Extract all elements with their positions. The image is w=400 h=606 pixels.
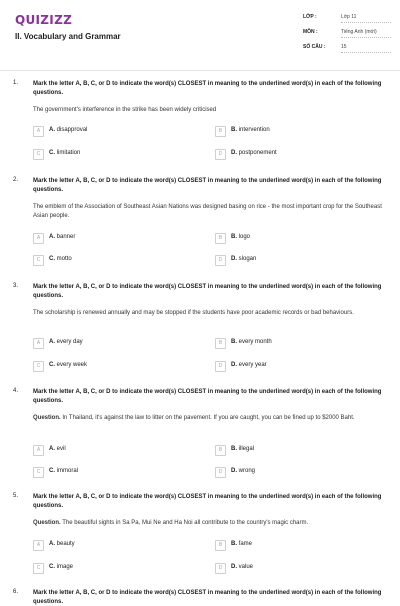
option-box[interactable]: D (215, 563, 226, 574)
worksheet-meta (303, 14, 393, 59)
header-divider (0, 70, 400, 71)
question-number: 4. (13, 388, 19, 394)
option-text: A. beauty (49, 541, 75, 547)
meta-value: Lớp 11 (341, 14, 357, 20)
option-text: A. banner (49, 234, 76, 240)
option-text: D. postponement (231, 150, 277, 156)
question-prefix: Question. (33, 415, 61, 421)
meta-underline (341, 22, 391, 23)
question-instruction: Mark the letter A, B, C, or D to indicate the word(s) CLOSEST in meaning to the underlined word(s) in each of the following questions. (33, 81, 382, 96)
option-text: A. evil (49, 446, 66, 452)
question-sentence: The government's interference in the strike has been widely criticised (33, 107, 217, 113)
question-text (33, 203, 388, 221)
option-box[interactable]: C (33, 361, 44, 372)
option-text: D. value (231, 564, 254, 570)
option-box[interactable]: C (33, 563, 44, 574)
meta-label: MÔN : (303, 29, 318, 35)
option-text: C. motto (49, 256, 72, 262)
question-number: 3. (13, 283, 19, 289)
option-text: C. every week (49, 362, 88, 368)
meta-underline (341, 52, 391, 53)
option-text: D. slogan (231, 256, 257, 262)
option-box[interactable]: D (215, 361, 226, 372)
question-instruction: Mark the letter A, B, C, or D to indicate the word(s) CLOSEST in meaning to the underlined word(s) in each of the following questions. (33, 389, 382, 404)
meta-underline (341, 37, 391, 38)
option-box[interactable]: D (215, 149, 226, 160)
option-text: D. every year (231, 362, 267, 368)
option-box[interactable]: D (215, 255, 226, 266)
option-text: D. wrong (231, 468, 256, 474)
option-box[interactable]: D (215, 467, 226, 478)
option-box[interactable]: B (215, 126, 226, 137)
option-text: B. illegal (231, 446, 255, 452)
option-box[interactable]: B (215, 233, 226, 244)
option-box[interactable]: A (33, 540, 44, 551)
meta-row-count (303, 44, 393, 59)
option-box[interactable]: B (215, 540, 226, 551)
question-number: 5. (13, 493, 19, 499)
option-box[interactable]: B (215, 338, 226, 349)
meta-value: 15 (341, 44, 347, 50)
question-instruction: Mark the letter A, B, C, or D to indicate the word(s) CLOSEST in meaning to the underlined word(s) in each of the following questions. (33, 284, 382, 299)
option-text: A. disapproval (49, 127, 88, 133)
worksheet-header (0, 0, 400, 70)
meta-row-class (303, 14, 393, 29)
option-text: B. logo (231, 234, 251, 240)
option-box[interactable]: C (33, 255, 44, 266)
option-text: C. immoral (49, 468, 79, 474)
meta-label: SỐ CÂU : (303, 44, 326, 50)
question-instruction: Mark the letter A, B, C, or D to indicate the word(s) CLOSEST in meaning to the underlined word(s) in each of the following questions. (33, 494, 382, 509)
question-number: 2. (13, 177, 19, 183)
question-text (33, 519, 388, 528)
meta-value: Tiếng Anh (mới) (341, 29, 377, 35)
question-sentence: The beautiful sights in Sa Pa, Mui Ne and Ha Noi all contribute to the country's magic charm. (62, 520, 309, 526)
question-instruction: Mark the letter A, B, C, or D to indicate the word(s) CLOSEST in meaning to the underlined word(s) in each of the following questions. (33, 590, 382, 605)
option-box[interactable]: C (33, 467, 44, 478)
option-box[interactable]: C (33, 149, 44, 160)
question-prefix: Question. (33, 520, 61, 526)
option-box[interactable]: A (33, 445, 44, 456)
question-sentence: The emblem of the Association of Southeast Asian Nations was designed basing on rice - the most important crop for the Southeast Asian people. (33, 204, 382, 219)
quizizz-logo: QUIZIZZ (15, 13, 73, 27)
meta-label: LỚP : (303, 14, 317, 20)
option-box[interactable]: A (33, 233, 44, 244)
option-text: A. every day (49, 339, 83, 345)
section-title: II. Vocabulary and Grammar (15, 32, 121, 41)
question-number: 1. (13, 80, 19, 86)
question-number: 6. (13, 589, 19, 595)
option-text: B. fame (231, 541, 253, 547)
question-text (33, 414, 388, 423)
option-text: C. limitation (49, 150, 81, 156)
option-text: B. every month (231, 339, 272, 345)
question-sentence: In Thailand, it's against the law to litter on the pavement. If you are caught, you can be fined up to $2000 Baht. (62, 415, 355, 421)
option-text: C. image (49, 564, 74, 570)
option-text: B. intervention (231, 127, 270, 133)
option-box[interactable]: A (33, 338, 44, 349)
option-box[interactable]: B (215, 445, 226, 456)
question-sentence: The scholarship is renewed annually and may be stopped if the students have poor academic records or bad behaviours. (33, 310, 354, 316)
meta-row-subject (303, 29, 393, 44)
option-box[interactable]: A (33, 126, 44, 137)
question-instruction: Mark the letter A, B, C, or D to indicate the word(s) CLOSEST in meaning to the underlined word(s) in each of the following questions. (33, 178, 382, 193)
question-text (33, 309, 388, 318)
question-text (33, 106, 388, 115)
